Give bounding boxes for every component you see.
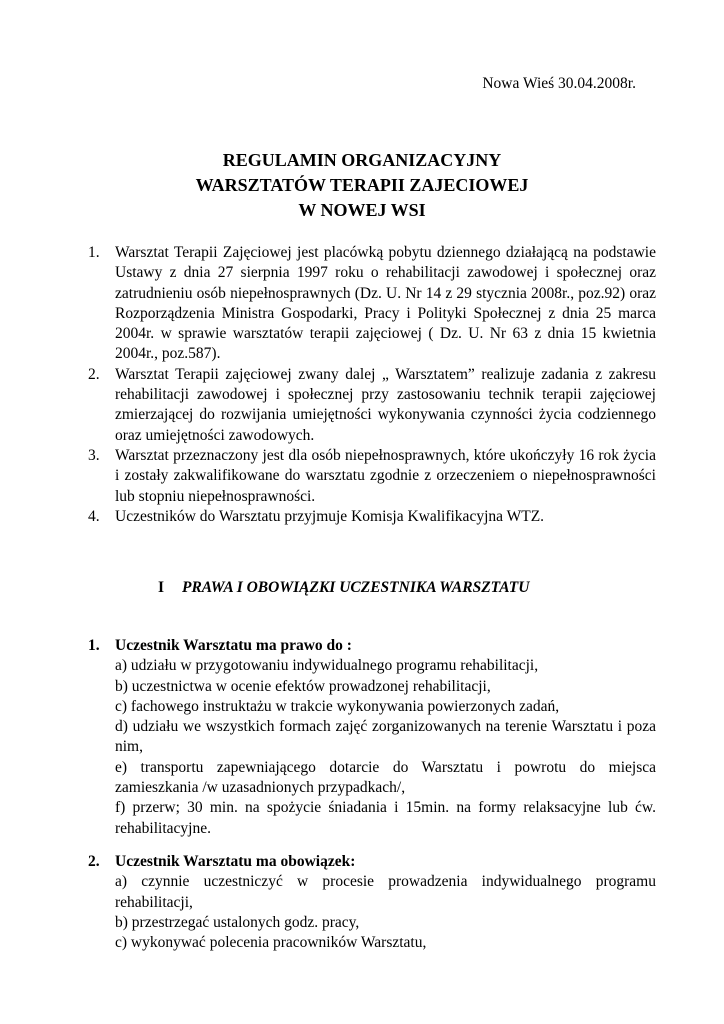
section-number: I (158, 579, 165, 596)
duties-item: c) wykonywać polecenia pracowników Warsztatu, (115, 934, 427, 952)
document-date: Nowa Wieś 30.04.2008r. (482, 75, 636, 92)
document-title (0, 148, 724, 223)
intro-item (86, 507, 656, 527)
intro-item-text: Uczestników do Warsztatu przyjmuje Komisja Kwalifikacyjna WTZ. (115, 507, 545, 525)
intro-item-text: Warsztat Terapii zajęciowej zwany dalej „ Warsztatem” realizuje zadania z zakresu rehabilitacji zawodowej i społecznej przy zastosowaniu technik terapii zajęciowej zmierzającej do rozwijania umiejętności wykonywania czynności życia codziennego oraz umiejętności zawodowych. (115, 365, 656, 444)
duties-heading-text: Uczestnik Warsztatu ma obowiązek: (115, 853, 356, 870)
rights-item: f) przerw; 30 min. na spożycie śniadania i 15min. na formy relaksacyjne lub ćw. rehabilitacyjne. (115, 799, 656, 837)
rights-item: c) fachowego instruktażu w trakcie wykonywania powierzonych zadań, (115, 697, 560, 715)
intro-item (86, 365, 656, 446)
duties-heading (86, 852, 656, 872)
intro-item-text: Warsztat Terapii Zajęciowej jest placówką pobytu dziennego działającą na podstawie Ustawy z dnia 27 sierpnia 1997 roku o rehabilitacji zawodowej i społecznej oraz zatrudnieniu osób niepełnosprawnych (Dz. U. Nr 14 z 29 stycznia 2008r., poz.92) oraz Rozporządzenia Ministra Gospodarki, Pracy i Polityki Społecznej z dnia 25 marca 2004r. w sprawie warsztatów terapii zajęciowej ( Dz. U. Nr 63 z dnia 15 kwietnia 2004r., poz.587). (115, 244, 656, 363)
rights-item: a) udziału w przygotowaniu indywidualnego programu rehabilitacji, (115, 657, 539, 675)
section-title: PRAWA I OBOWIĄZKI UCZESTNIKA WARSZTATU (182, 579, 530, 596)
duties-number: 2. (88, 853, 100, 870)
rights-item: e) transportu zapewniającego dotarcie do Warsztatu i powrotu do miejsca zamieszkania /w uzasadnionych przypadkach/, (115, 758, 656, 797)
intro-item (86, 243, 656, 365)
rights-block (86, 636, 656, 839)
title-line-3: W NOWEJ WSI (298, 200, 426, 220)
duties-block (86, 852, 656, 953)
duties-item: b) przestrzegać ustalonych godz. pracy, (115, 913, 360, 931)
rights-heading-text: Uczestnik Warsztatu ma prawo do : (115, 637, 352, 654)
intro-item-number: 1. (88, 244, 100, 261)
intro-item-number: 3. (88, 446, 100, 464)
rights-item: d) udziału we wszystkich formach zajęć zorganizowanych na terenie Warsztatu i poza nim, (115, 718, 656, 756)
intro-item (86, 446, 656, 507)
title-line-1: REGULAMIN ORGANIZACYJNY (222, 150, 502, 170)
intro-item-number: 2. (88, 365, 100, 383)
intro-list (86, 243, 656, 527)
section-heading (158, 578, 529, 598)
title-line-2: WARSZTATÓW TERAPII ZAJECIOWEJ (195, 175, 529, 195)
rights-number: 1. (88, 637, 100, 654)
rights-item: b) uczestnictwa w ocenie efektów prowadzonej rehabilitacji, (115, 677, 491, 695)
rights-heading (86, 636, 656, 656)
intro-item-number: 4. (88, 507, 100, 525)
intro-item-text: Warsztat przeznaczony jest dla osób niepełnosprawnych, które ukończyły 16 rok życia i zostały zakwalifikowane do warsztatu zgodnie z orzeczeniem o niepełnosprawności lub stopniu niepełnosprawności. (115, 446, 656, 505)
duties-item: a) czynnie uczestniczyć w procesie prowadzenia indywidualnego programu rehabilitacji, (115, 873, 656, 911)
